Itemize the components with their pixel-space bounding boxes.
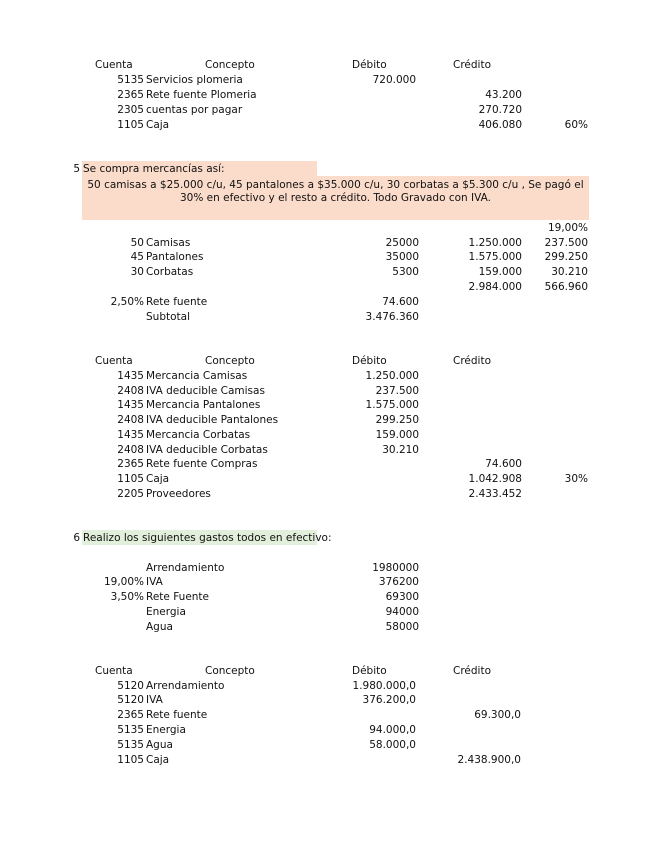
table-row-concepto: Mercancia Pantalones	[146, 399, 261, 411]
list-item-iva: 299.250	[544, 251, 588, 263]
item5-title: Se compra mercancías así:	[83, 163, 225, 175]
list-item-name: Energia	[146, 606, 186, 618]
item5-number: 5	[73, 163, 80, 175]
table-row-credito: 270.720	[478, 104, 522, 116]
table-row-concepto: Caja	[146, 754, 170, 766]
table-row-credito: 69.300,0	[474, 709, 521, 721]
table-row-credito: 43.200	[485, 89, 522, 101]
table-row-concepto: Proveedores	[146, 488, 211, 500]
table-row-credito: 74.600	[485, 458, 522, 470]
table-row-cuenta: 1435	[117, 370, 144, 382]
table-row-credito: 406.080	[478, 119, 522, 131]
table-row-debito: 94.000,0	[369, 724, 416, 736]
table-row-debito: 1.250.000	[365, 370, 419, 382]
table-row-credito: 2.438.900,0	[457, 754, 521, 766]
list-item-qty: 30	[130, 266, 144, 278]
table-row-debito: 1.980.000,0	[352, 680, 416, 692]
table-row-cuenta: 2365	[117, 709, 144, 721]
subtotal-label: Subtotal	[146, 311, 190, 323]
table-row-cuenta: 5135	[117, 724, 144, 736]
table-row-credito: 2.433.452	[468, 488, 522, 500]
table-row-cuenta: 2408	[117, 414, 144, 426]
table-row-pct: 60%	[564, 119, 588, 131]
table-row-debito: 720.000	[372, 74, 416, 86]
list-item-value: 58000	[385, 621, 419, 633]
header-cuenta: Cuenta	[95, 59, 133, 71]
table-row-cuenta: 2365	[117, 458, 144, 470]
list-item-name: Camisas	[146, 237, 191, 249]
list-item-rate: 19,00%	[103, 576, 144, 588]
table-row-concepto: IVA deducible Camisas	[146, 385, 265, 397]
header-credito: Crédito	[453, 355, 492, 367]
table-row-cuenta: 5120	[117, 694, 144, 706]
table-row-concepto: Energia	[146, 724, 186, 736]
header-credito: Crédito	[453, 59, 492, 71]
list-item-value: 1980000	[372, 562, 419, 574]
list-item-qty: 50	[130, 237, 144, 249]
table-row-debito: 1.575.000	[365, 399, 419, 411]
list-item-iva: 237.500	[544, 237, 588, 249]
sum-iva: 566.960	[544, 281, 588, 293]
sum-total: 2.984.000	[468, 281, 522, 293]
list-item-price: 35000	[385, 251, 419, 263]
table-row-cuenta: 1105	[117, 754, 144, 766]
table-row-cuenta: 1435	[117, 399, 144, 411]
list-item-name: Agua	[146, 621, 173, 633]
list-item-qty: 45	[130, 251, 144, 263]
header-debito: Débito	[352, 355, 387, 367]
table-row-cuenta: 1435	[117, 429, 144, 441]
table-row-cuenta: 1105	[117, 473, 144, 485]
table-row-concepto: IVA deducible Pantalones	[146, 414, 279, 426]
table-row-concepto: Servicios plomeria	[146, 74, 243, 86]
list-item-name: Rete Fuente	[146, 591, 210, 603]
table-row-cuenta: 5120	[117, 680, 144, 692]
list-item-name: Pantalones	[146, 251, 204, 263]
retefuente-value: 74.600	[382, 296, 419, 308]
table-row-debito: 237.500	[375, 385, 419, 397]
table-row-concepto: Mercancia Camisas	[146, 370, 248, 382]
header-concepto: Concepto	[205, 665, 255, 677]
table-row-cuenta: 5135	[117, 74, 144, 86]
list-item-name: Arrendamiento	[146, 562, 225, 574]
table-row-debito: 58.000,0	[369, 739, 416, 751]
table-row-concepto: Agua	[146, 739, 173, 751]
table-row-pct: 30%	[564, 473, 588, 485]
list-item-price: 25000	[385, 237, 419, 249]
table-row-debito: 159.000	[375, 429, 419, 441]
retefuente-label: Rete fuente	[146, 296, 208, 308]
list-item-price: 5300	[392, 266, 419, 278]
table-row-concepto: Arrendamiento	[146, 680, 225, 692]
header-concepto: Concepto	[205, 355, 255, 367]
table-row-concepto: Mercancia Corbatas	[146, 429, 251, 441]
table-row-debito: 376.200,0	[362, 694, 416, 706]
table-row-concepto: Caja	[146, 119, 170, 131]
list-item-name: IVA	[146, 576, 163, 588]
table-row-credito: 1.042.908	[468, 473, 522, 485]
item6-number: 6	[73, 532, 80, 544]
table-row-concepto: Rete fuente	[146, 709, 208, 721]
table-row-cuenta: 5135	[117, 739, 144, 751]
list-item-value: 69300	[385, 591, 419, 603]
table-row-concepto: IVA deducible Corbatas	[146, 444, 268, 456]
table-row-cuenta: 2408	[117, 385, 144, 397]
list-item-total: 1.250.000	[468, 237, 522, 249]
table-row-concepto: Caja	[146, 473, 170, 485]
table-row-debito: 299.250	[375, 414, 419, 426]
list-item-total: 159.000	[478, 266, 522, 278]
table-row-concepto: Rete fuente Compras	[146, 458, 258, 470]
table-row-cuenta: 2305	[117, 104, 144, 116]
header-credito: Crédito	[453, 665, 492, 677]
iva-rate: 19,00%	[547, 222, 588, 234]
list-item-value: 94000	[385, 606, 419, 618]
retefuente-rate: 2,50%	[110, 296, 144, 308]
header-cuenta: Cuenta	[95, 355, 133, 367]
table-row-concepto: IVA	[146, 694, 163, 706]
table-row-debito: 30.210	[382, 444, 419, 456]
list-item-total: 1.575.000	[468, 251, 522, 263]
table-row-cuenta: 2408	[117, 444, 144, 456]
list-item-value: 376200	[378, 576, 419, 588]
item5-description: 50 camisas a $25.000 c/u, 45 pantalones a $35.000 c/u, 30 corbatas a $5.300 c/u , Se pagó el 30% en efectivo y el resto a crédito. Todo Gravado con IVA.	[87, 179, 584, 204]
subtotal-value: 3.476.360	[365, 311, 419, 323]
list-item-name: Corbatas	[146, 266, 194, 278]
table-row-cuenta: 2365	[117, 89, 144, 101]
header-cuenta: Cuenta	[95, 665, 133, 677]
table-row-cuenta: 1105	[117, 119, 144, 131]
header-debito: Débito	[352, 665, 387, 677]
list-item-iva: 30.210	[551, 266, 588, 278]
table-row-concepto: Rete fuente Plomeria	[146, 89, 257, 101]
table-row-concepto: cuentas por pagar	[146, 104, 243, 116]
header-debito: Débito	[352, 59, 387, 71]
header-concepto: Concepto	[205, 59, 255, 71]
item6-title: Realizo los siguientes gastos todos en efectivo:	[83, 532, 332, 544]
table-row-cuenta: 2205	[117, 488, 144, 500]
list-item-rate: 3,50%	[110, 591, 144, 603]
